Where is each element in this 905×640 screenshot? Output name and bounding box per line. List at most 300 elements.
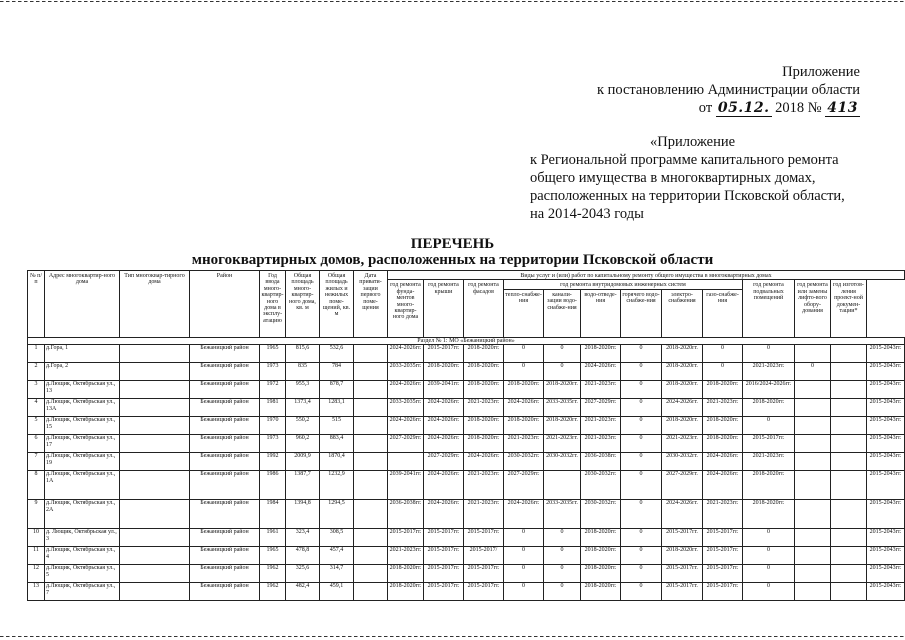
cell-address: д.Лющик, Октябрьская ул., 19 <box>45 453 120 471</box>
table-row <box>28 435 905 453</box>
cell-facade: 2018-2020гг. <box>464 417 504 435</box>
cell-num: 3 <box>28 381 45 399</box>
empty-cell <box>831 500 867 529</box>
cell-res: 515 <box>320 417 354 435</box>
cell-facade: 2018-2020гг. <box>464 435 504 453</box>
cell-roof: 2024-2026гг. <box>424 435 464 453</box>
cell-district: Бежаницкий район <box>190 435 260 453</box>
cell-basement: 0 <box>743 565 795 583</box>
cell-heat: 2024-2026гг. <box>504 399 544 417</box>
document-subtitle: многоквартирных домов, расположенных на территории Псковской области <box>191 252 714 268</box>
table-row <box>28 529 905 547</box>
cell-district: Бежаницкий район <box>190 417 260 435</box>
cell-num: 9 <box>28 500 45 529</box>
cell-drain: 2024-2026гг. <box>581 363 621 381</box>
table-row <box>28 500 905 529</box>
cell-foundation: 2027-2029гг. <box>388 435 424 453</box>
cell-total: 835 <box>286 363 320 381</box>
empty-cell <box>831 435 867 453</box>
cell-drain: 2018-2020гг. <box>581 583 621 601</box>
cell-sewer: 0 <box>544 529 581 547</box>
cell-elec: 2024-2026гг. <box>662 399 703 417</box>
program-reference-block <box>530 133 863 223</box>
date-prefix: от <box>698 100 713 116</box>
empty-cell <box>120 417 190 435</box>
header-num: № п/п <box>28 271 45 338</box>
cell-start <box>354 583 388 601</box>
cell-year: 1984 <box>260 500 286 529</box>
cell-roof: 2015-2017гг. <box>424 583 464 601</box>
cell-drain: 2021-2023гг. <box>581 417 621 435</box>
appendix-block <box>560 63 860 117</box>
cell-start <box>354 565 388 583</box>
cell-sewer: 2033-2035гг. <box>544 399 581 417</box>
table-row <box>28 417 905 435</box>
cell-elec: 2030-2032гг. <box>662 453 703 471</box>
cell-start <box>354 417 388 435</box>
table-row <box>28 345 905 363</box>
cell-foundation: 2015-2017гг. <box>388 529 424 547</box>
table-row <box>28 565 905 583</box>
cell-facade: 2018-2020гг. <box>464 345 504 363</box>
header-heat: тепло-снабже-ния <box>504 289 544 337</box>
cell-elec: 2027-2029гг. <box>662 471 703 500</box>
cell-total: 1387,7 <box>286 471 320 500</box>
empty-cell <box>831 583 867 601</box>
cell-gas: 2015-2017гг. <box>703 583 743 601</box>
cell-start <box>354 345 388 363</box>
cell-total: 2009,9 <box>286 453 320 471</box>
cell-drain: 2021-2023гг. <box>581 381 621 399</box>
cell-foundation: 2039-2041гг. <box>388 471 424 500</box>
cell-roof: 2018-2020гг. <box>424 363 464 381</box>
cell-res: 1232,9 <box>320 471 354 500</box>
cell-design: 2015-2043гг. <box>867 345 905 363</box>
cell-drain: 2036-2038гг. <box>581 453 621 471</box>
cell-res: 532,6 <box>320 345 354 363</box>
program-line: общего имущества в многоквартирных домах, <box>530 170 816 186</box>
cell-year: 1962 <box>260 583 286 601</box>
cell-address: д.Лющик, Октябрьская ул., 5 <box>45 565 120 583</box>
cell-elec: 2018-2020гг. <box>662 363 703 381</box>
cell-heat: 2024-2026гг. <box>504 500 544 529</box>
cell-sewer: 0 <box>544 547 581 565</box>
empty-cell <box>120 345 190 363</box>
cell-res: 1283,1 <box>320 399 354 417</box>
cell-total: 478,8 <box>286 547 320 565</box>
scan-top-edge <box>0 1 905 3</box>
cell-res: 878,7 <box>320 381 354 399</box>
cell-elec: 2024-2026гг. <box>662 500 703 529</box>
cell-sewer: 2033-2035гг. <box>544 500 581 529</box>
cell-district: Бежаницкий район <box>190 363 260 381</box>
cell-hotw: 0 <box>621 471 662 500</box>
cell-district: Бежаницкий район <box>190 453 260 471</box>
cell-address: д.Лющик, Октябрьская ул., 17 <box>45 435 120 453</box>
cell-address: д.Гора, 1 <box>45 345 120 363</box>
cell-design: 2015-2043гг. <box>867 435 905 453</box>
empty-cell <box>120 529 190 547</box>
handwritten-date: 05.12. <box>717 100 770 116</box>
cell-year: 1981 <box>260 399 286 417</box>
header-house-type: Тип многоквар-тирного дома <box>120 271 190 338</box>
cell-hotw: 0 <box>621 345 662 363</box>
cell-roof: 2027-2029гг. <box>424 453 464 471</box>
table-row <box>28 471 905 500</box>
cell-elec: 2015-2017гг. <box>662 565 703 583</box>
cell-foundation: 2018-2020гг. <box>388 583 424 601</box>
cell-design: 2015-2043гг. <box>867 399 905 417</box>
cell-roof: 2015-2017гг. <box>424 345 464 363</box>
cell-basement: 0 <box>743 345 795 363</box>
cell-elevator <box>795 583 831 601</box>
header-residential-area: Общая площадь жилых и нежилых поме-щений, кв. м <box>320 271 354 338</box>
cell-drain: 2018-2020гг. <box>581 529 621 547</box>
section-label: Раздел № 1: МО «Бежаницкий район» <box>28 337 905 344</box>
cell-gas: 0 <box>703 345 743 363</box>
header-sewer: канали-зации водо-снабже-ния <box>544 289 581 337</box>
cell-design: 2015-2043гг. <box>867 547 905 565</box>
document-title: ПЕРЕЧЕНЬ <box>410 236 495 252</box>
header-address: Адрес многоквартир-ного дома <box>45 271 120 338</box>
cell-start <box>354 453 388 471</box>
cell-roof: 2024-2026гг. <box>424 417 464 435</box>
cell-district: Бежаницкий район <box>190 345 260 363</box>
table-row <box>28 547 905 565</box>
header-works-group: Виды услуг и (или) работ по капитальному ремонту общего имущества в многоквартирных домах <box>388 271 905 280</box>
cell-foundation: 2024-2026гг. <box>388 417 424 435</box>
header-basement: год ремонта подвальных помещений <box>743 280 795 337</box>
header-electricity: электро-снабжения <box>662 289 703 337</box>
cell-drain: 2018-2020гг. <box>581 345 621 363</box>
cell-foundation: 2033-2035гг. <box>388 363 424 381</box>
cell-roof: 2024-2026гг. <box>424 500 464 529</box>
cell-gas: 2024-2026гг. <box>703 471 743 500</box>
cell-elevator: 0 <box>795 363 831 381</box>
cell-heat: 0 <box>504 583 544 601</box>
appendix-date-line <box>560 99 860 117</box>
empty-cell <box>831 547 867 565</box>
empty-cell <box>831 345 867 363</box>
cell-foundation <box>388 453 424 471</box>
cell-num: 8 <box>28 471 45 500</box>
cell-roof: 2015-2017гг. <box>424 529 464 547</box>
cell-heat: 0 <box>504 565 544 583</box>
cell-sewer: 0 <box>544 345 581 363</box>
cell-sewer <box>544 471 581 500</box>
cell-res: 883,4 <box>320 435 354 453</box>
cell-num: 4 <box>28 399 45 417</box>
header-hot-water: горячего водо-снабже-ния <box>621 289 662 337</box>
cell-num: 5 <box>28 417 45 435</box>
cell-num: 12 <box>28 565 45 583</box>
cell-heat: 2027-2029гг. <box>504 471 544 500</box>
cell-foundation: 2036-2038гг. <box>388 500 424 529</box>
empty-cell <box>120 471 190 500</box>
cell-gas: 2018-2020гг. <box>703 417 743 435</box>
cell-start <box>354 471 388 500</box>
cell-gas: 2015-2017гг. <box>703 565 743 583</box>
cell-elevator <box>795 529 831 547</box>
cell-drain: 2030-2032гг. <box>581 500 621 529</box>
header-year-built: Год ввода много-квартир-ного дома в эксплу-атацию <box>260 271 286 338</box>
cell-gas: 2015-2017гг. <box>703 529 743 547</box>
cell-year: 1970 <box>260 417 286 435</box>
cell-facade: 2021-2023гг. <box>464 399 504 417</box>
cell-basement: 2018-2020гг. <box>743 500 795 529</box>
cell-elec: 2021-2023гг. <box>662 435 703 453</box>
cell-hotw: 0 <box>621 363 662 381</box>
cell-gas: 2015-2017гг. <box>703 547 743 565</box>
cell-gas: 2021-2023гг. <box>703 500 743 529</box>
cell-year: 1965 <box>260 547 286 565</box>
cell-facade: 2015-2017/ <box>464 547 504 565</box>
cell-num: 11 <box>28 547 45 565</box>
table-row <box>28 399 905 417</box>
cell-year: 1973 <box>260 363 286 381</box>
cell-design: 2015-2043гг. <box>867 453 905 471</box>
cell-sewer: 2018-2020гг. <box>544 381 581 399</box>
cell-district: Бежаницкий район <box>190 583 260 601</box>
cell-basement: 2018-2020гг. <box>743 471 795 500</box>
cell-foundation: 2024-2026гг. <box>388 381 424 399</box>
cell-res: 1870,4 <box>320 453 354 471</box>
cell-year: 1972 <box>260 381 286 399</box>
cell-address: д.Лющик, Октябрьская ул., 4 <box>45 547 120 565</box>
cell-roof: 2024-2026гг. <box>424 471 464 500</box>
empty-cell <box>120 453 190 471</box>
cell-design: 2015-2043гг. <box>867 363 905 381</box>
cell-hotw: 0 <box>621 500 662 529</box>
cell-total: 1394,8 <box>286 500 320 529</box>
cell-sewer: 0 <box>544 363 581 381</box>
cell-year: 1992 <box>260 453 286 471</box>
cell-hotw: 0 <box>621 547 662 565</box>
cell-total: 323,4 <box>286 529 320 547</box>
cell-facade: 2018-2020гг. <box>464 381 504 399</box>
handwritten-number: 413 <box>827 100 858 116</box>
header-start-date: Дата привати-зации первого поме-щения <box>354 271 388 338</box>
cell-hotw: 0 <box>621 529 662 547</box>
cell-drain: 2027-2029гг. <box>581 399 621 417</box>
cell-res: 308,5 <box>320 529 354 547</box>
program-appendix-label: «Приложение <box>650 134 736 150</box>
cell-elevator <box>795 345 831 363</box>
cell-basement: 0 <box>743 529 795 547</box>
empty-cell <box>120 399 190 417</box>
cell-design: 2015-2043гг. <box>867 529 905 547</box>
program-line: на 2014-2043 годы <box>530 206 644 222</box>
cell-district: Бежаницкий район <box>190 399 260 417</box>
empty-cell <box>120 363 190 381</box>
cell-res: 314,7 <box>320 565 354 583</box>
cell-year: 1986 <box>260 471 286 500</box>
empty-cell <box>831 399 867 417</box>
cell-gas: 0 <box>703 363 743 381</box>
cell-address: д.Лющик, Октябрьская ул., 13 <box>45 381 120 399</box>
cell-sewer: 0 <box>544 583 581 601</box>
table-row <box>28 363 905 381</box>
empty-cell <box>831 453 867 471</box>
cell-elevator <box>795 565 831 583</box>
cell-elec: 2018-2020гг. <box>662 381 703 399</box>
program-line: к Региональной программе капитального ремонта <box>530 152 839 168</box>
cell-district: Бежаницкий район <box>190 500 260 529</box>
cell-drain: 2030-2032гг. <box>581 471 621 500</box>
cell-gas: 2018-2020гг. <box>703 381 743 399</box>
cell-sewer: 2018-2020гг. <box>544 417 581 435</box>
empty-cell <box>831 529 867 547</box>
cell-design: 2015-2043гг. <box>867 565 905 583</box>
cell-facade: 2015-2017гг. <box>464 583 504 601</box>
cell-roof: 2039-2041гг. <box>424 381 464 399</box>
header-gas: газо-снабже-ния <box>703 289 743 337</box>
cell-total: 955,3 <box>286 381 320 399</box>
cell-heat: 0 <box>504 363 544 381</box>
cell-total: 550,2 <box>286 417 320 435</box>
empty-cell <box>120 565 190 583</box>
header-water-drain: водо-отведе-ния <box>581 289 621 337</box>
cell-address: д.Лющик, Октябрьская ул., 7 <box>45 583 120 601</box>
cell-elec: 2018-2020гг. <box>662 547 703 565</box>
cell-start <box>354 547 388 565</box>
table-row <box>28 381 905 399</box>
cell-num: 10 <box>28 529 45 547</box>
cell-year: 1973 <box>260 435 286 453</box>
empty-cell <box>831 381 867 399</box>
appendix-title: Приложение <box>782 64 860 80</box>
cell-hotw: 0 <box>621 453 662 471</box>
cell-elevator <box>795 500 831 529</box>
cell-basement: 2021-2023гг. <box>743 453 795 471</box>
cell-roof: 2015-2017гг. <box>424 547 464 565</box>
cell-elec: 2018-2020гг. <box>662 417 703 435</box>
cell-hotw: 0 <box>621 565 662 583</box>
cell-year: 1961 <box>260 529 286 547</box>
cell-hotw: 0 <box>621 417 662 435</box>
year-number-label: 2018 № <box>775 100 822 116</box>
cell-num: 1 <box>28 345 45 363</box>
cell-basement: 0 <box>743 417 795 435</box>
cell-hotw: 0 <box>621 381 662 399</box>
program-line: расположенных на территории Псковской области, <box>530 188 845 204</box>
cell-res: 457,4 <box>320 547 354 565</box>
cell-basement: 2021-2023гг. <box>743 363 795 381</box>
cell-heat: 2018-2020гг. <box>504 381 544 399</box>
cell-num: 13 <box>28 583 45 601</box>
cell-hotw: 0 <box>621 435 662 453</box>
cell-design: 2015-2043гг. <box>867 500 905 529</box>
cell-roof: 2024-2026гг. <box>424 399 464 417</box>
cell-start <box>354 529 388 547</box>
cell-address: д.Лющик, Октябрьская ул., 15 <box>45 417 120 435</box>
cell-start <box>354 381 388 399</box>
cell-elec: 2015-2017гг. <box>662 529 703 547</box>
cell-gas: 2018-2020гг. <box>703 435 743 453</box>
housing-register-table <box>27 270 905 601</box>
cell-total: 482,4 <box>286 583 320 601</box>
appendix-resolution: к постановлению Администрации области <box>596 82 860 98</box>
cell-heat: 0 <box>504 345 544 363</box>
cell-sewer: 2030-2032гг. <box>544 453 581 471</box>
cell-district: Бежаницкий район <box>190 547 260 565</box>
empty-cell <box>831 471 867 500</box>
cell-total: 325,6 <box>286 565 320 583</box>
cell-address: д. Лющик, Октябрьская ул., 3 <box>45 529 120 547</box>
cell-num: 2 <box>28 363 45 381</box>
cell-start <box>354 500 388 529</box>
cell-design: 2015-2043гг. <box>867 471 905 500</box>
cell-district: Бежаницкий район <box>190 565 260 583</box>
cell-elevator <box>795 399 831 417</box>
cell-hotw: 0 <box>621 583 662 601</box>
header-design-docs: год изготов-ления проект-ной докумен-тации* <box>831 280 867 337</box>
cell-heat: 2018-2020гг. <box>504 417 544 435</box>
cell-res: 459,1 <box>320 583 354 601</box>
cell-year: 1965 <box>260 345 286 363</box>
cell-district: Бежаницкий район <box>190 381 260 399</box>
cell-design: 2015-2043гг. <box>867 381 905 399</box>
cell-elec: 2018-2020гг. <box>662 345 703 363</box>
empty-cell <box>120 435 190 453</box>
cell-facade: 2015-2017гг. <box>464 529 504 547</box>
cell-basement: 2016/2024-2026гг. <box>743 381 795 399</box>
cell-heat: 0 <box>504 547 544 565</box>
cell-district: Бежаницкий район <box>190 529 260 547</box>
table-row <box>28 453 905 471</box>
cell-district: Бежаницкий район <box>190 471 260 500</box>
empty-cell <box>120 547 190 565</box>
cell-elevator <box>795 381 831 399</box>
cell-total: 1373,4 <box>286 399 320 417</box>
cell-num: 7 <box>28 453 45 471</box>
cell-drain: 2018-2020гг. <box>581 547 621 565</box>
cell-address: д.Лющик, Октябрьская ул., 13А <box>45 399 120 417</box>
cell-facade: 2021-2023гг. <box>464 500 504 529</box>
header-roof: год ремонта крыши <box>424 280 464 337</box>
header-elevator: год ремонта или замены лифто-вого обору-дования <box>795 280 831 337</box>
cell-heat: 0 <box>504 529 544 547</box>
cell-address: д.Лющик, Октябрьская ул., 2А <box>45 500 120 529</box>
cell-start <box>354 435 388 453</box>
cell-elevator <box>795 471 831 500</box>
cell-total: 960,2 <box>286 435 320 453</box>
cell-basement: 2018-2020гг. <box>743 399 795 417</box>
cell-sewer: 0 <box>544 565 581 583</box>
cell-gas: 2021-2023гг. <box>703 399 743 417</box>
cell-hotw: 0 <box>621 399 662 417</box>
cell-basement: 0 <box>743 547 795 565</box>
cell-address: д.Гора, 2 <box>45 363 120 381</box>
empty-cell <box>120 583 190 601</box>
cell-foundation: 2018-2020гг. <box>388 565 424 583</box>
cell-facade: 2021-2023гг. <box>464 471 504 500</box>
header-district: Район <box>190 271 260 338</box>
cell-foundation: 2024-2026гг. <box>388 345 424 363</box>
header-total-area: Общая площадь много-квартир-ного дома, кв. м <box>286 271 320 338</box>
empty-cell <box>120 381 190 399</box>
cell-foundation: 2033-2035гг. <box>388 399 424 417</box>
cell-res: 1294,5 <box>320 500 354 529</box>
cell-basement: 2015-2017гг. <box>743 435 795 453</box>
table-row <box>28 583 905 601</box>
empty-cell <box>831 417 867 435</box>
cell-total: 815,6 <box>286 345 320 363</box>
cell-facade: 2018-2020гг. <box>464 363 504 381</box>
cell-year: 1962 <box>260 565 286 583</box>
cell-start <box>354 399 388 417</box>
cell-elec: 2015-2017гг. <box>662 583 703 601</box>
